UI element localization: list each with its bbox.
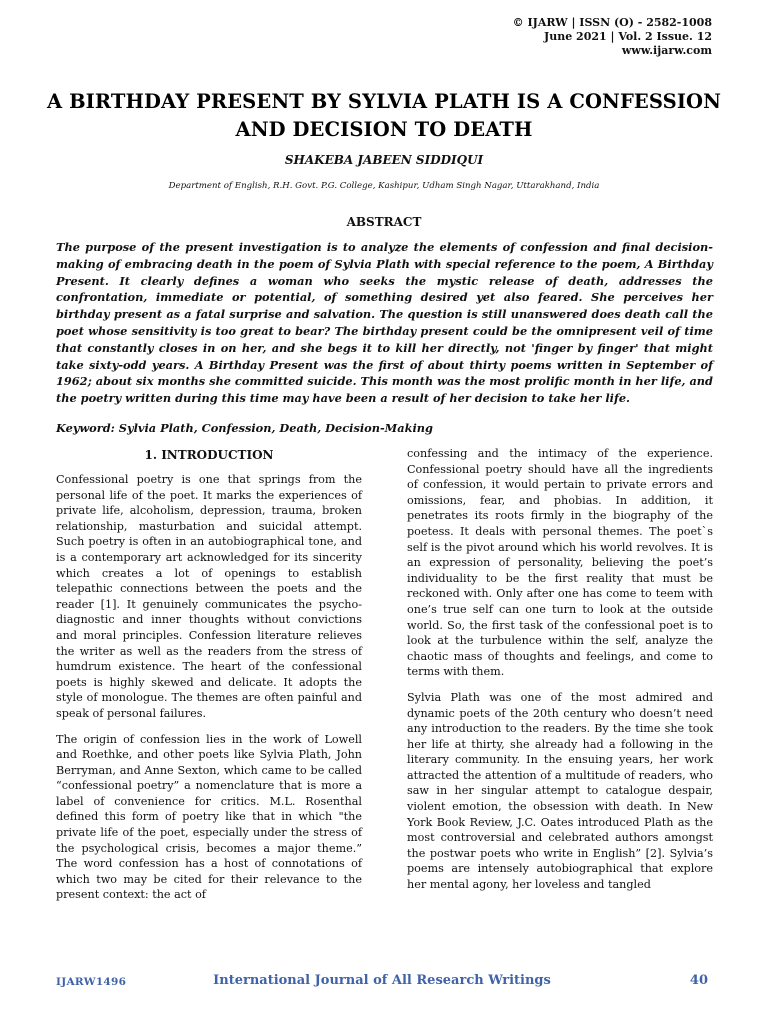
section-heading-introduction: 1. INTRODUCTION — [144, 448, 274, 462]
abstract-text: The purpose of the present investigation is to analyze the elements of confession and final decision-making of embracing death in the poem of Sylvia Plath with special reference to the poem, A Birthday Present. It clearly defines a woman who seeks the mystic release of death, addresses the confrontation, immediate or potential, of something desired yet also feared. She perceives her birthday present as a fatal surprise and salvation. The question is still unanswered does death call the poet whose sensitivity is too great to bear? The birthday present could be the omnipresent veil of time that constantly closes in on her, and she begs it to kill her directly, not 'finger by finger' that might take sixty-odd years. A Birthday Present was the first of about thirty poems written in September of 1962; about six months she committed suicide. This month was the most prolific month in her life, and the poetry written during this time may have been a result of her decision to take her life. — [56, 240, 713, 406]
journal-masthead — [513, 16, 712, 58]
abstract-heading: ABSTRACT — [346, 215, 422, 229]
footer-paper-id: IJARW1496 — [56, 976, 127, 988]
intro-paragraph: The origin of confession lies in the work of Lowell and Roethke, and other poets like Sylvia Plath, John Berryman, and Anne Sexton, which came to be called “confessional poetry” a nomenclature that is more a label of convenience for critics. M.L. Rosenthal defined this form of poetry like that in which "the private life of the poet, especially under the stress of the psychological crisis, becomes a major theme.” The word confession has a host of connotations of which two may be cited for their relevance to the present context: the act of — [56, 732, 362, 902]
right-column — [407, 446, 713, 903]
intro-paragraph: Confessional poetry is one that springs from the personal life of the poet. It marks the experiences of private life, alcoholism, depression, trauma, broken relationship, masturbation and suicidal attempt. Such poetry is often in an autobiographical tone, and is a contemporary art acknowledged for its sincerity which creates a lot of openings to establish telepathic connections between the poets and the reader [1]. It genuinely communicates the psycho-diagnostic and inner thoughts without convictions and moral principles. Confession literature relieves the writer as well as the readers from the stress of humdrum existence. The heart of the confessional poets is highly skewed and delicate. It adopts the style of monologue. The themes are often painful and speak of personal failures. — [56, 473, 362, 720]
author-affiliation: Department of English, R.H. Govt. P.G. College, Kashipur, Udham Singh Nagar, Uttarakhand, India — [168, 181, 600, 191]
page-number: 40 — [689, 973, 708, 988]
masthead-website: www.ijarw.com — [621, 44, 712, 57]
left-column — [56, 446, 362, 913]
masthead-issue: June 2021 | Vol. 2 Issue. 12 — [544, 30, 712, 43]
intro-paragraph: confessing and the intimacy of the experience. Confessional poetry should have all the ingredients of confession, it would pertain to private errors and omissions, fear, and phobias. In addition, it penetrates its roots firmly in the biography of the poetess. It deals with personal themes. The poet`s self is the pivot around which his world revolves. It is an expression of personality, believing the poet’s individuality to be the first reality that must be reckoned with. Only after one has come to teem with one’s true self can one turn to look at the outside world. So, the first task of the confessional poet is to look at the turbulence within the self, analyze the chaotic mass of thoughts and feelings, and come to terms with them. — [407, 447, 713, 679]
footer-journal-name: International Journal of All Research Writings — [213, 973, 551, 988]
keywords: Keyword: Sylvia Plath, Confession, Death, Decision-Making — [56, 421, 433, 435]
page-footer — [56, 972, 708, 992]
intro-paragraph: Sylvia Plath was one of the most admired and dynamic poets of the 20th century who doesn’t need any introduction to the readers. By the time she took her life at thirty, she already had a following in the literary community. In the ensuing years, her work attracted the attention of a multitude of readers, who saw in her singular attempt to catalogue despair, violent emotion, the obsession with death. In New York Book Review, J.C. Oates introduced Plath as the most controversial and celebrated authors amongst the postwar poets who write in English” [2]. Sylvia’s poems are intensely autobiographical that explore her mental agony, her loveless and tangled — [407, 690, 713, 892]
masthead-issn: © IJARW | ISSN (O) - 2582-1008 — [512, 16, 712, 29]
paper-title: A BIRTHDAY PRESENT BY SYLVIA PLATH IS A CONFESSION AND DECISION TO DEATH — [46, 90, 722, 141]
author-name: SHAKEBA JABEEN SIDDIQUI — [284, 153, 484, 167]
